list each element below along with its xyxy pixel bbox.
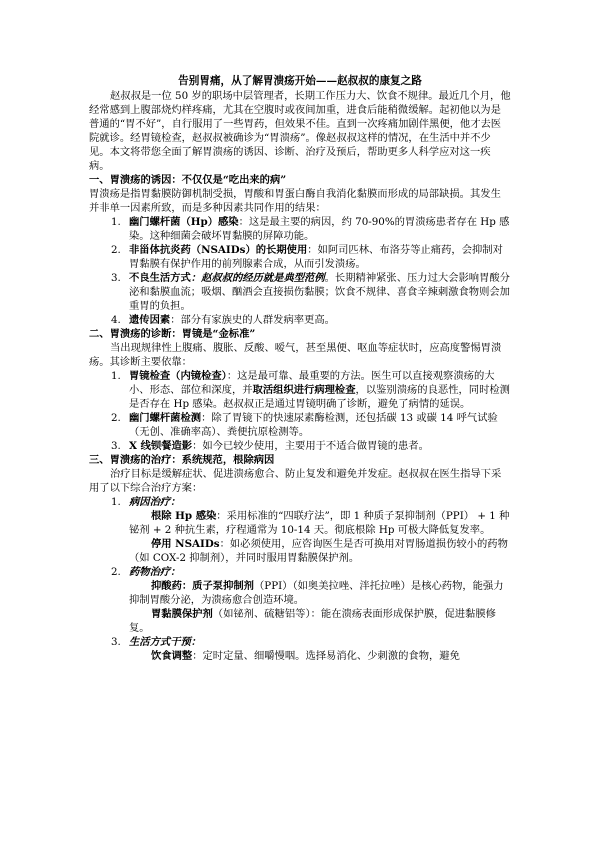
item-text: 。长期精神紧张、压力过大会影响胃酸分泌和黏膜血流；吸烟、酗酒会直接损伤黏膜；饮食不规律、喜食辛辣刺激食物则会加重胃的负担。 [129, 272, 510, 312]
item-text: ：如今已较少使用，主要用于不适合做胃镜的患者。 [192, 440, 429, 452]
sub-text: ：采用标准的“四联疗法”，即 1 种质子泵抑制剂（PPI） + 1 种铋剂 + 2 种抗生素，疗程通常为 10-14 天。彻底根除 Hp 可极大降低复发率。 [129, 510, 510, 536]
item-text: ，以鉴别溃疡的良恶性，同时检测是否存在 Hp 感染。赵叔叔正是通过胃镜明确了诊断，避免了病情的延误。 [129, 384, 510, 410]
list-number: 1. [111, 216, 121, 228]
item-text: ：部分有家族史的人群发病率更高。 [170, 314, 335, 326]
article [89, 74, 511, 663]
list-item [89, 495, 511, 509]
sub-text: （PPI）（如奥美拉唑、泮托拉唑）是核心药物，能强力抑制胃酸分泌，为溃疡愈合创造环境。 [129, 580, 504, 606]
sub-term: 抑酸药：质子泵抑制剂 [151, 580, 254, 592]
item-label: 病因治疗： [129, 496, 181, 508]
list-number: 3. [111, 636, 121, 648]
sub-term: 停用 NSAIDs [151, 538, 220, 550]
list-number: 1. [111, 496, 121, 508]
section-3-list [89, 495, 511, 509]
item-term: 不良生活方式 [129, 272, 191, 284]
item-label: 生活方式干预： [129, 636, 202, 648]
sub-text: ：定时定量、细嚼慢咽。选择易消化、少刺激的食物，避免 [192, 650, 460, 662]
item-text: ：如阿司匹林、布洛芬等止痛药，会抑制对胃黏膜有保护作用的前列腺素合成，从而引发溃疡。 [129, 244, 503, 270]
item-term: 幽门螺杆菌（Hp）感染 [129, 216, 239, 228]
item-text: ：除了胃镜下的快速尿素酶检测，还包括碳 13 或碳 14 呼气试验（无创、准确率高）、粪便抗原检测等。 [129, 412, 498, 438]
item-label: 药物治疗： [129, 566, 181, 578]
list-item [89, 271, 511, 313]
item-term: 幽门螺杆菌检测 [129, 412, 202, 424]
list-item [89, 635, 511, 649]
section-2-list [89, 369, 511, 453]
list-item [89, 243, 511, 271]
item-term: 遗传因素 [129, 314, 171, 326]
list-number: 2. [111, 412, 121, 424]
section-2-intro: 当出现规律性上腹痛、腹胀、反酸、嗳气，甚至黑便、呕血等症状时，应高度警惕胃溃疡。其诊断主要依靠： [89, 342, 502, 368]
item-text: ：这是最主要的病因，约 70-90%的胃溃疡患者存在 Hp 感染。这种细菌会破坏胃黏膜的屏障功能。 [129, 216, 510, 242]
item-term: 胃镜检查（内镜检查） [129, 370, 227, 382]
sub-paragraph [89, 509, 511, 537]
item-emphasis: 取活组织进行病理检查 [252, 384, 356, 396]
intro-paragraph: 赵叔叔是一位 50 岁的职场中层管理者，长期工作压力大、饮食不规律。最近几个月，他经常感到上腹部烧灼样疼痛，尤其在空腹时或夜间加重，进食后能稍微缓解。起初他以为是普通的“胃不好”，自行服用了一些胃药，但效果不佳。直到一次疼痛加剧伴黑便，他才去医院就诊。经胃镜检查，赵叔叔被确诊为“胃溃疡”。像赵叔叔这样的情况，在生活中并不少见。本文将带您全面了解胃溃疡的诱因、诊断、治疗及预后，帮助更多人科学应对这一疾病。 [89, 90, 511, 172]
list-item [89, 439, 511, 453]
sub-term: 饮食调整 [151, 650, 193, 662]
list-item [89, 313, 511, 327]
section-3-intro: 治疗目标是缓解症状、促进溃疡愈合、防止复发和避免并发症。赵叔叔在医生指导下采用了以下综合治疗方案： [89, 468, 502, 494]
sub-paragraph [89, 579, 511, 607]
list-item [89, 369, 511, 411]
section-1-list [89, 215, 511, 327]
section-1-heading: 一、胃溃疡的诱因：不仅仅是“吃出来的病” [89, 174, 287, 186]
list-number: 3. [111, 272, 121, 284]
item-term: X 线钡餐造影 [129, 440, 193, 452]
list-item [89, 215, 511, 243]
list-number: 1. [111, 370, 121, 382]
sub-paragraph [89, 537, 511, 565]
item-term: 非甾体抗炎药（NSAIDs）的长期使用 [129, 244, 308, 256]
section-3-heading: 三、胃溃疡的治疗：系统规范，根除病因 [89, 454, 275, 466]
item-text: ：这是最可靠、最重要的方法。医生可以直接观察溃疡的大小、形态、部位和深度，并 [129, 370, 495, 396]
section-3-list [89, 565, 511, 579]
sub-term: 根除 Hp 感染 [151, 510, 217, 522]
list-number: 3. [111, 440, 121, 452]
sub-paragraph [89, 607, 511, 635]
section-2-heading: 二、胃溃疡的诊断：胃镜是“金标准” [89, 328, 256, 340]
list-number: 2. [111, 566, 121, 578]
sub-text: （如铋剂、硫糖铝等）：能在溃疡表面形成保护膜，促进黏膜修复。 [129, 608, 496, 634]
sub-paragraph [89, 649, 511, 663]
article-title: 告别胃痛，从了解胃溃疡开始——赵叔叔的康复之路 [178, 75, 422, 87]
list-number: 4. [111, 314, 121, 326]
section-3-list [89, 635, 511, 649]
sub-text: ：如必须使用，应咨询医生是否可换用对胃肠道损伤较小的药物（如 COX-2 抑制剂），并同时服用胃黏膜保护剂。 [129, 538, 508, 564]
item-emphasis: ：赵叔叔的经历就是典型范例 [190, 272, 325, 284]
list-item [89, 565, 511, 579]
list-item [89, 411, 511, 439]
sub-term: 胃黏膜保护剂 [151, 608, 213, 620]
section-1-intro: 胃溃疡是指胃黏膜防御机制受损，胃酸和胃蛋白酶自我消化黏膜而形成的局部缺损。其发生并非单一因素所致，而是多种因素共同作用的结果： [89, 188, 501, 214]
list-number: 2. [111, 244, 121, 256]
